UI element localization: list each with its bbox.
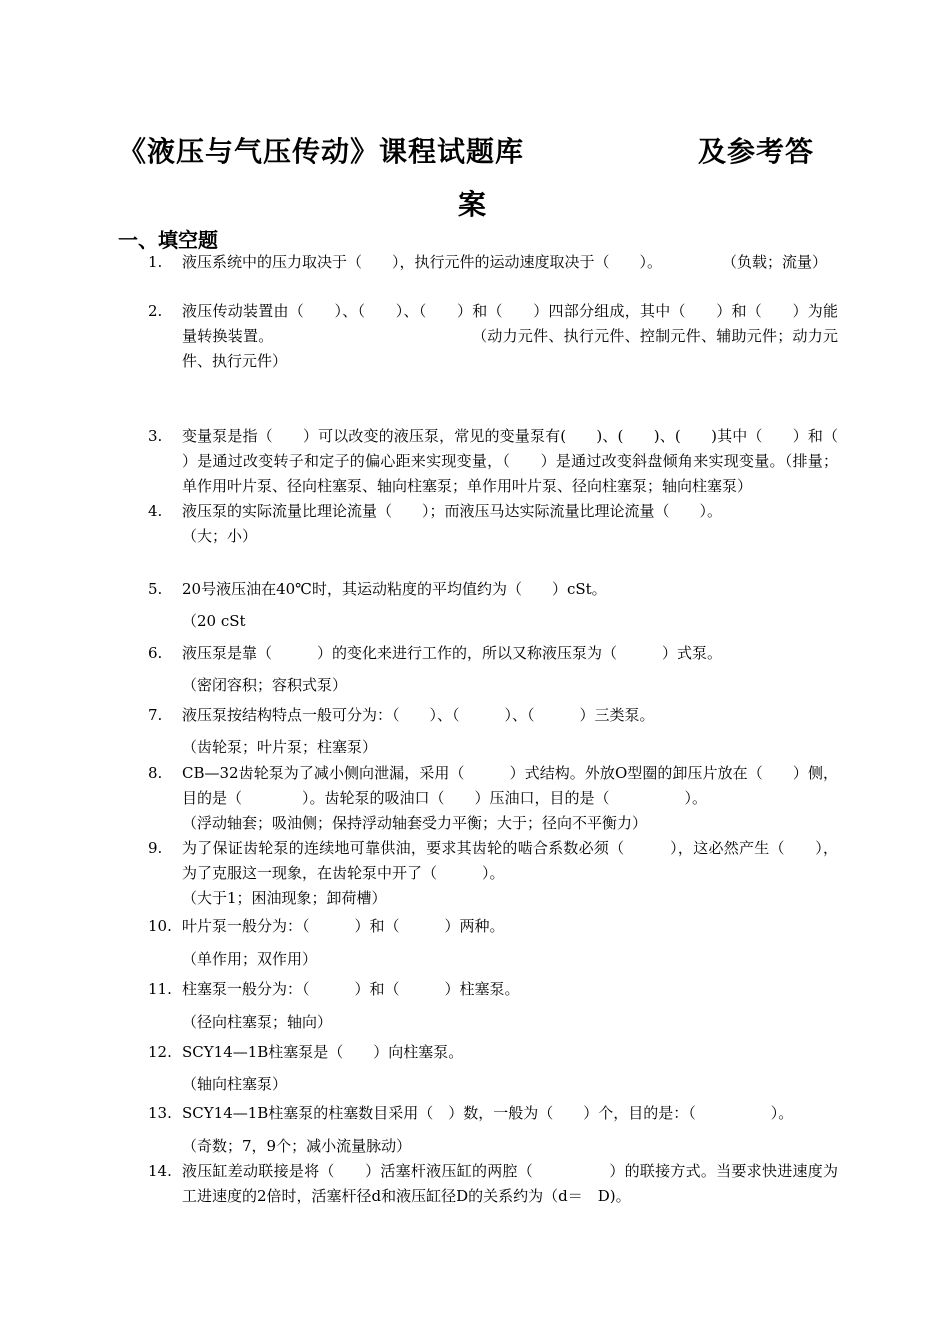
question-number: 1. [148,253,163,271]
question-text: 液压缸差动联接是将（ ）活塞杆液压缸的两腔（ ）的联接方式。当要求快进速度为工进速度的2倍时，活塞杆径d和液压缸径D的关系约为（d＝ D)。 [182,1162,838,1205]
question-number: 14. [148,1162,172,1180]
question-number: 9. [148,839,163,857]
question-number: 13. [148,1104,172,1122]
question-item-8 [148,761,838,811]
question-text: 液压泵是靠（ ）的变化来进行工作的，所以又称液压泵为（ ）式泵。 [182,644,723,662]
document-title-line2: 案 [458,188,487,221]
document-title-part1: 《液压与气压传动》课程试题库 [118,135,525,168]
question-item-6 [148,641,838,666]
question-text: 柱塞泵一般分为：（ ）和（ ）柱塞泵。 [182,980,520,998]
answer-text-12: （轴向柱塞泵） [182,1075,288,1093]
document-title-part2: 及参考答 [698,135,815,168]
question-text: 变量泵是指（ ）可以改变的液压泵，常见的变量泵有( )、( )、( )其中（ ）和（ ）是通过改变转子和定子的偏心距来实现变量，（ ）是通过改变斜盘倾角来实现变量。（排量；单作用叶片泵、径向柱塞泵、轴向柱塞泵；单作用叶片泵、径向柱塞泵；轴向柱塞泵） [182,427,869,495]
question-item-10 [148,914,838,939]
answer-text-10: （单作用；双作用） [182,950,318,968]
question-item-3 [148,424,869,499]
question-text: 叶片泵一般分为：（ ）和（ ）两种。 [182,917,505,935]
question-item-12 [148,1040,838,1065]
question-text: 液压泵按结构特点一般可分为：（ ）、（ ）、（ ）三类泵。 [182,706,655,724]
answer-text-7: （齿轮泵；叶片泵；柱塞泵） [182,738,378,756]
answer-text-8: （浮动轴套；吸油侧；保持浮动轴套受力平衡；大于；径向不平衡力） [182,814,648,832]
question-number: 11. [148,980,172,998]
question-number: 10. [148,917,172,935]
answer-text-11: （径向柱塞泵；轴向） [182,1013,333,1031]
question-item-7 [148,703,838,728]
question-number: 2. [148,302,163,320]
question-item-5 [148,577,838,602]
answer-text-9: （大于1；困油现象；卸荷槽） [182,889,387,907]
question-item-14 [148,1159,838,1209]
question-item-9 [148,836,838,886]
question-text: 为了保证齿轮泵的连续地可靠供油，要求其齿轮的啮合系数必须（ ），这必然产生（ ），为了克服这一现象，在齿轮泵中开了（ ）。 [182,839,838,882]
question-text: 20号液压油在40℃时，其运动粘度的平均值约为（ ）cSt。 [182,580,607,598]
question-number: 5. [148,580,163,598]
question-number: 7. [148,706,163,724]
section-heading: 一、填空题 [118,228,218,252]
document-title [118,130,838,170]
question-item-4 [148,499,838,524]
question-text: 液压传动装置由（ ）、（ ）、（ ）和（ ）四部分组成，其中（ ）和（ ）为能量转换装置。 （动力元件、执行元件、控制元件、辅助元件；动力元件、执行元件） [182,302,838,370]
question-text: SCY14—1B柱塞泵是（ ）向柱塞泵。 [182,1043,464,1061]
answer-text-6: （密闭容积；容积式泵） [182,676,348,694]
question-number: 6. [148,644,163,662]
answer-text-13: （奇数；7，9个；减小流量脉动） [182,1137,412,1155]
question-number: 8. [148,764,163,782]
question-number: 4. [148,502,163,520]
answer-text-5: （20 cSt [182,612,246,630]
question-item-13 [148,1101,838,1126]
question-text: 液压系统中的压力取决于（ ），执行元件的运动速度取决于（ ）。 （负载；流量） [182,253,828,271]
question-number: 12. [148,1043,172,1061]
question-item-1 [148,250,838,275]
answer-text-4: （大；小） [182,527,258,545]
question-item-2 [148,299,838,374]
question-text: CB—32齿轮泵为了减小侧向泄漏，采用（ ）式结构。外放O型圈的卸压片放在（ ）侧，目的是（ ）。齿轮泵的吸油口（ ）压油口，目的是（ ）。 [182,764,838,807]
question-text: SCY14—1B柱塞泵的柱塞数目采用（ ）数，一般为（ ）个，目的是：（ ）。 [182,1104,794,1122]
question-text: 液压泵的实际流量比理论流量（ ）；而液压马达实际流量比理论流量（ ）。 [182,502,723,520]
question-item-11 [148,977,838,1002]
question-number: 3. [148,427,163,445]
